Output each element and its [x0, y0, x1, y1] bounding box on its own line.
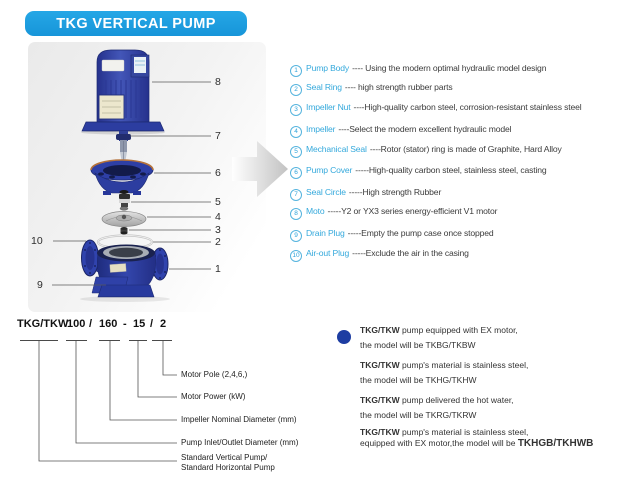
callout-6: 6: [215, 167, 221, 179]
part-desc: ---- Using the modern optimal hydraulic model design: [352, 63, 547, 73]
part-name: Air-out Plug: [306, 248, 350, 258]
part-list-item: [290, 187, 441, 201]
part-name: Pump Body: [306, 63, 350, 73]
model-label-standard-2: Standard Horizontal Pump: [181, 463, 275, 472]
callout-8: 8: [215, 76, 221, 88]
part-number-badge: 7: [290, 189, 302, 201]
callout-1: 1: [215, 263, 221, 275]
callout-2: 2: [215, 236, 221, 248]
part-list-item: [290, 206, 497, 220]
part-desc: -----Y2 or YX3 series energy-efficient V1 motor: [327, 206, 498, 216]
impeller: [102, 212, 146, 227]
callout-9: 9: [37, 279, 43, 291]
motor-nameplate-top: [102, 60, 124, 71]
part-desc: -----High-quality carbon steel, stainless steel, casting: [355, 165, 547, 175]
model-token-sep: -: [123, 318, 127, 330]
part-list-item: [290, 144, 562, 158]
model-token-pole: 2: [160, 318, 167, 330]
part-name: Drain Plug: [306, 228, 345, 238]
part-desc: ----Rotor (stator) ring is made of Graphite, Hard Alloy: [369, 144, 562, 154]
callout-5: 5: [215, 196, 221, 208]
model-token-series: TKG/TKW: [17, 318, 69, 330]
model-label-motor-power: Motor Power (kW): [181, 392, 246, 401]
bullet-dot-icon: [337, 330, 351, 344]
part-desc: ----Select the modern excellent hydraulic model: [338, 124, 512, 134]
model-label-inlet-diam: Pump Inlet/Outlet Diameter (mm): [181, 438, 299, 447]
part-desc: -----Empty the pump case once stopped: [347, 228, 494, 238]
part-number-badge: 5: [290, 146, 302, 158]
part-number-badge: 9: [290, 230, 302, 242]
part-number-badge: 8: [290, 208, 302, 220]
part-name: Pump Cover: [306, 165, 353, 175]
part-number-badge: 3: [290, 104, 302, 116]
part-list-item: [290, 165, 547, 179]
note-line: equipped with EX motor,the model will be TKHGB/TKHWB: [360, 438, 594, 449]
part-name: Moto: [306, 206, 325, 216]
model-token-power: 15: [133, 318, 146, 330]
callout-4: 4: [215, 211, 221, 223]
part-name: Impeller Nut: [306, 102, 351, 112]
page-title: TKG VERTICAL PUMP: [56, 15, 216, 32]
part-name: Impeller: [306, 124, 336, 134]
part-list-item: [290, 124, 511, 138]
model-code-lines: [39, 341, 177, 461]
note-line: TKG/TKW pump equipped with EX motor,: [360, 325, 518, 335]
note-line: TKG/TKW pump's material is stainless steel,: [360, 360, 529, 370]
part-number-badge: 4: [290, 126, 302, 138]
part-desc: -----Exclude the air in the casing: [352, 248, 469, 258]
model-underline: [20, 340, 58, 341]
note-line: the model will be TKRG/TKRW: [360, 410, 477, 420]
model-underline: [99, 340, 120, 341]
part-desc: ----High-quality carbon steel, corrosion-resistant stainless steel: [353, 102, 582, 112]
part-name: Seal Circle: [306, 187, 346, 197]
motor-base-flange: [82, 122, 164, 131]
part-number-badge: 1: [290, 65, 302, 77]
model-label-standard-1: Standard Vertical Pump/: [181, 453, 268, 462]
model-token-inlet: 100: [67, 318, 86, 330]
part-list-item: [290, 248, 469, 262]
model-underline: [152, 340, 172, 341]
note-line: TKG/TKW pump's material is stainless steel,: [360, 427, 529, 437]
part-list-item: [290, 63, 546, 77]
part-name: Seal Ring: [306, 82, 342, 92]
model-token-sep: /: [89, 318, 93, 330]
part-number-badge: 10: [290, 250, 302, 262]
part-number-badge: 2: [290, 84, 302, 96]
part-list-item: [290, 82, 453, 96]
part-name: Mechanical Seal: [306, 144, 367, 154]
part-number-badge: 6: [290, 167, 302, 179]
impeller-nut: [121, 227, 128, 235]
callout-7: 7: [215, 130, 221, 142]
model-label-impeller-diam: Impeller Nominal Diameter (mm): [181, 415, 297, 424]
note-line: the model will be TKHG/TKHW: [360, 375, 477, 385]
callout-3: 3: [215, 224, 221, 236]
note-line: TKG/TKW pump delivered the hot water,: [360, 395, 514, 405]
inlet-flange: [82, 240, 99, 276]
model-underline: [66, 340, 87, 341]
part-desc: ---- high strength rubber parts: [344, 82, 453, 92]
model-label-motor-pole: Motor Pole (2,4,6,): [181, 370, 248, 379]
model-token-sep: /: [150, 318, 154, 330]
part-list-item: [290, 102, 581, 116]
part-list-item: [290, 228, 494, 242]
note-line: the model will be TKBG/TKBW: [360, 340, 476, 350]
model-token-impeller: 160: [99, 318, 118, 330]
title-banner: [25, 11, 247, 36]
part-desc: -----High strength Rubber: [348, 187, 442, 197]
model-underline: [129, 340, 147, 341]
callout-10: 10: [31, 235, 43, 247]
